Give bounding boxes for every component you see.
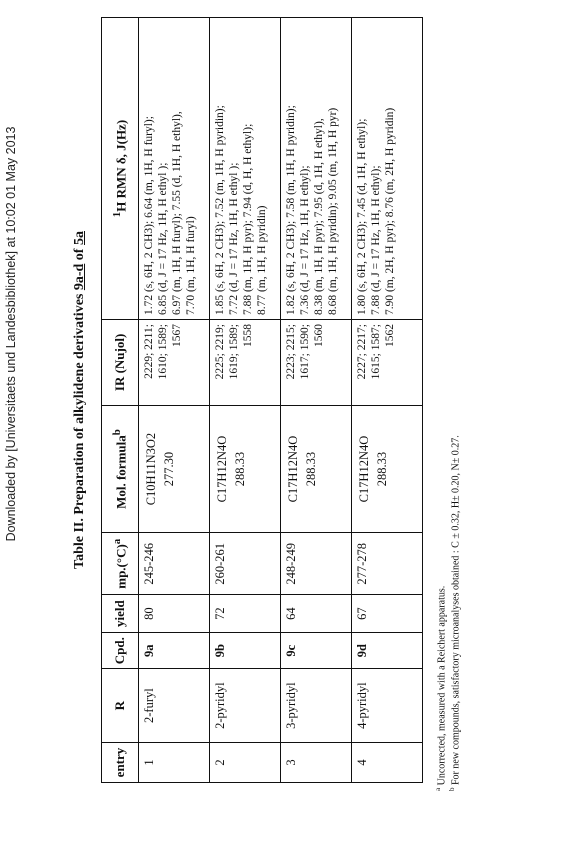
- footnote-b-marker: b: [448, 787, 456, 791]
- cell-ir: [139, 320, 210, 406]
- cell-entry: 3: [281, 743, 352, 783]
- title-ref: 9a-d: [72, 263, 87, 291]
- nmr-line: 1.82 (s, 6H, 2 CH3); 7.58 (m, 1H, H pyridin);: [285, 105, 297, 316]
- cell-entry: 4: [352, 743, 423, 783]
- cell-ir: [281, 320, 352, 406]
- cell-cpd: 9d: [352, 633, 423, 669]
- cell-entry: 2: [210, 743, 281, 783]
- formula-text: C17H12N4O: [357, 435, 371, 503]
- nmr-line: 7.72 (d, J = 17 Hz, 1H, H ethyl );: [228, 162, 240, 316]
- molecular-weight: 288.33: [304, 451, 318, 487]
- title-of: of: [72, 245, 87, 264]
- ir-line: 1610; 1589;: [157, 324, 169, 380]
- ir-line: 2225; 2219;: [214, 324, 226, 380]
- cell-formula: [139, 405, 210, 533]
- cell-formula: [210, 405, 281, 533]
- title-text: Table II. Preparation of alkylidene derivatives: [72, 290, 87, 569]
- header-row: [102, 18, 139, 783]
- cell-r: 2-pyridyl: [210, 669, 281, 743]
- ir-line: 1562: [384, 324, 396, 348]
- header-nmr-sup: 1: [110, 211, 123, 218]
- header-formula-sup: b: [110, 429, 123, 436]
- molecular-weight: 277.30: [162, 451, 176, 487]
- table-row: [281, 18, 352, 783]
- header-entry: entry: [102, 743, 139, 783]
- table-row: [352, 18, 423, 783]
- cell-yield: 72: [210, 595, 281, 633]
- nmr-line: 7.88 (d, J = 17 Hz, 1H, H ethyl);: [370, 165, 382, 316]
- table-row: [210, 18, 281, 783]
- cell-r: 3-pyridyl: [281, 669, 352, 743]
- formula-text: C10H11N3O2: [144, 432, 158, 506]
- cell-yield: 67: [352, 595, 423, 633]
- ir-line: 1560: [313, 324, 325, 348]
- rotated-table-page: [68, 5, 492, 795]
- header-nmr: [102, 18, 139, 320]
- ir-line: 2227; 2217;: [356, 324, 368, 380]
- download-watermark: [0, 0, 22, 864]
- nmr-line: 8.68 (m, 1H, H pyridin); 9.05 (m, 1H, H pyr): [327, 107, 339, 316]
- nmr-line: 8.77 (m, 1H, H pyridin): [256, 205, 268, 316]
- header-nmr-text: H RMN δ, J(Hz): [113, 119, 129, 212]
- cell-mp: 260-261: [210, 533, 281, 595]
- formula-text: C17H12N4O: [286, 435, 300, 503]
- nmr-line: 7.90 (m, 2H, H pyr); 8.76 (m, 2H, H pyridin): [384, 107, 396, 316]
- footnote-a-text: Uncorrected, measured with a Reichert apparatus.: [436, 585, 448, 786]
- footnote-a-marker: a: [434, 787, 442, 791]
- header-mp: [102, 533, 139, 595]
- nmr-line: 6.85 (d, J = 17 Hz, 1H, H ethyl );: [157, 162, 169, 316]
- cell-ir: [210, 320, 281, 406]
- cell-cpd: 9b: [210, 633, 281, 669]
- table-row: [139, 18, 210, 783]
- header-cpd: Cpd.: [102, 633, 139, 669]
- cell-mp: 248-249: [281, 533, 352, 595]
- nmr-line: 7.88 (m, 1H, H pyr); 7.94 (d, H, H ethyl);: [242, 123, 254, 316]
- cell-cpd: 9c: [281, 633, 352, 669]
- formula-text: C17H12N4O: [215, 435, 229, 503]
- header-mp-sup: a: [110, 538, 123, 545]
- footnote-b: [446, 435, 462, 791]
- nmr-line: 1.85 (s, 6H, 2 CH3); 7.52 (m, 1H, H pyridin);: [214, 105, 226, 316]
- cell-entry: 1: [139, 743, 210, 783]
- watermark-text: Downloaded by [Universitaets und Landesbibliothek] at 10:02 01 May 2013: [3, 126, 18, 542]
- cell-ir: [352, 320, 423, 406]
- cell-nmr: [210, 18, 281, 320]
- nmr-line: 6.97 (m, 1H, H furyl); 7.55 (d, 1H, H ethyl),: [171, 111, 183, 316]
- cell-cpd: 9a: [139, 633, 210, 669]
- cell-nmr: [281, 18, 352, 320]
- cell-nmr: [139, 18, 210, 320]
- molecular-weight: 288.33: [375, 451, 389, 487]
- cell-formula: [352, 405, 423, 533]
- header-yield: yield: [102, 595, 139, 633]
- molecular-weight: 288.33: [233, 451, 247, 487]
- header-r: R: [102, 669, 139, 743]
- derivatives-table: [101, 17, 423, 783]
- nmr-line: 1.80 (s, 6H, 2 CH3); 7.45 (d, 1H, H ethyl);: [356, 118, 368, 316]
- cell-mp: 277-278: [352, 533, 423, 595]
- header-mp-text: mp.(°C): [113, 544, 129, 589]
- title-ref2: 5a: [72, 231, 87, 246]
- footnote-b-text: For new compounds, satisfactory microanalyses obtained : C ± 0.32, H± 0.20, N± 0.27.: [450, 435, 462, 785]
- header-formula: [102, 405, 139, 533]
- cell-r: 4-pyridyl: [352, 669, 423, 743]
- nmr-line: 7.70 (m, 1H, H furyl): [185, 216, 197, 316]
- ir-line: 1619; 1589;: [228, 324, 240, 380]
- cell-nmr: [352, 18, 423, 320]
- nmr-line: 7.36 (d, J = 17 Hz, 1H, H ethyl);: [299, 165, 311, 316]
- cell-yield: 64: [281, 595, 352, 633]
- ir-line: 2229; 2211;: [143, 324, 155, 379]
- nmr-line: 8.38 (m, 1H, H pyr); 7.95 (d, 1H, H ethyl),: [313, 118, 325, 316]
- header-formula-text: Mol. formula: [113, 435, 129, 509]
- ir-line: 1558: [242, 324, 254, 348]
- ir-line: 2223; 2215;: [285, 324, 297, 380]
- cell-formula: [281, 405, 352, 533]
- cell-mp: 245-246: [139, 533, 210, 595]
- cell-yield: 80: [139, 595, 210, 633]
- ir-line: 1567: [171, 324, 183, 348]
- ir-line: 1615; 1587;: [370, 324, 382, 380]
- cell-r: 2-furyl: [139, 669, 210, 743]
- table-title: [68, 5, 92, 795]
- header-ir: IR (Nujol): [102, 320, 139, 406]
- ir-line: 1617; 1590;: [299, 324, 311, 380]
- nmr-line: 1.72 (s, 6H, 2 CH3); 6.64 (m, 1H, H furyl);: [143, 116, 155, 316]
